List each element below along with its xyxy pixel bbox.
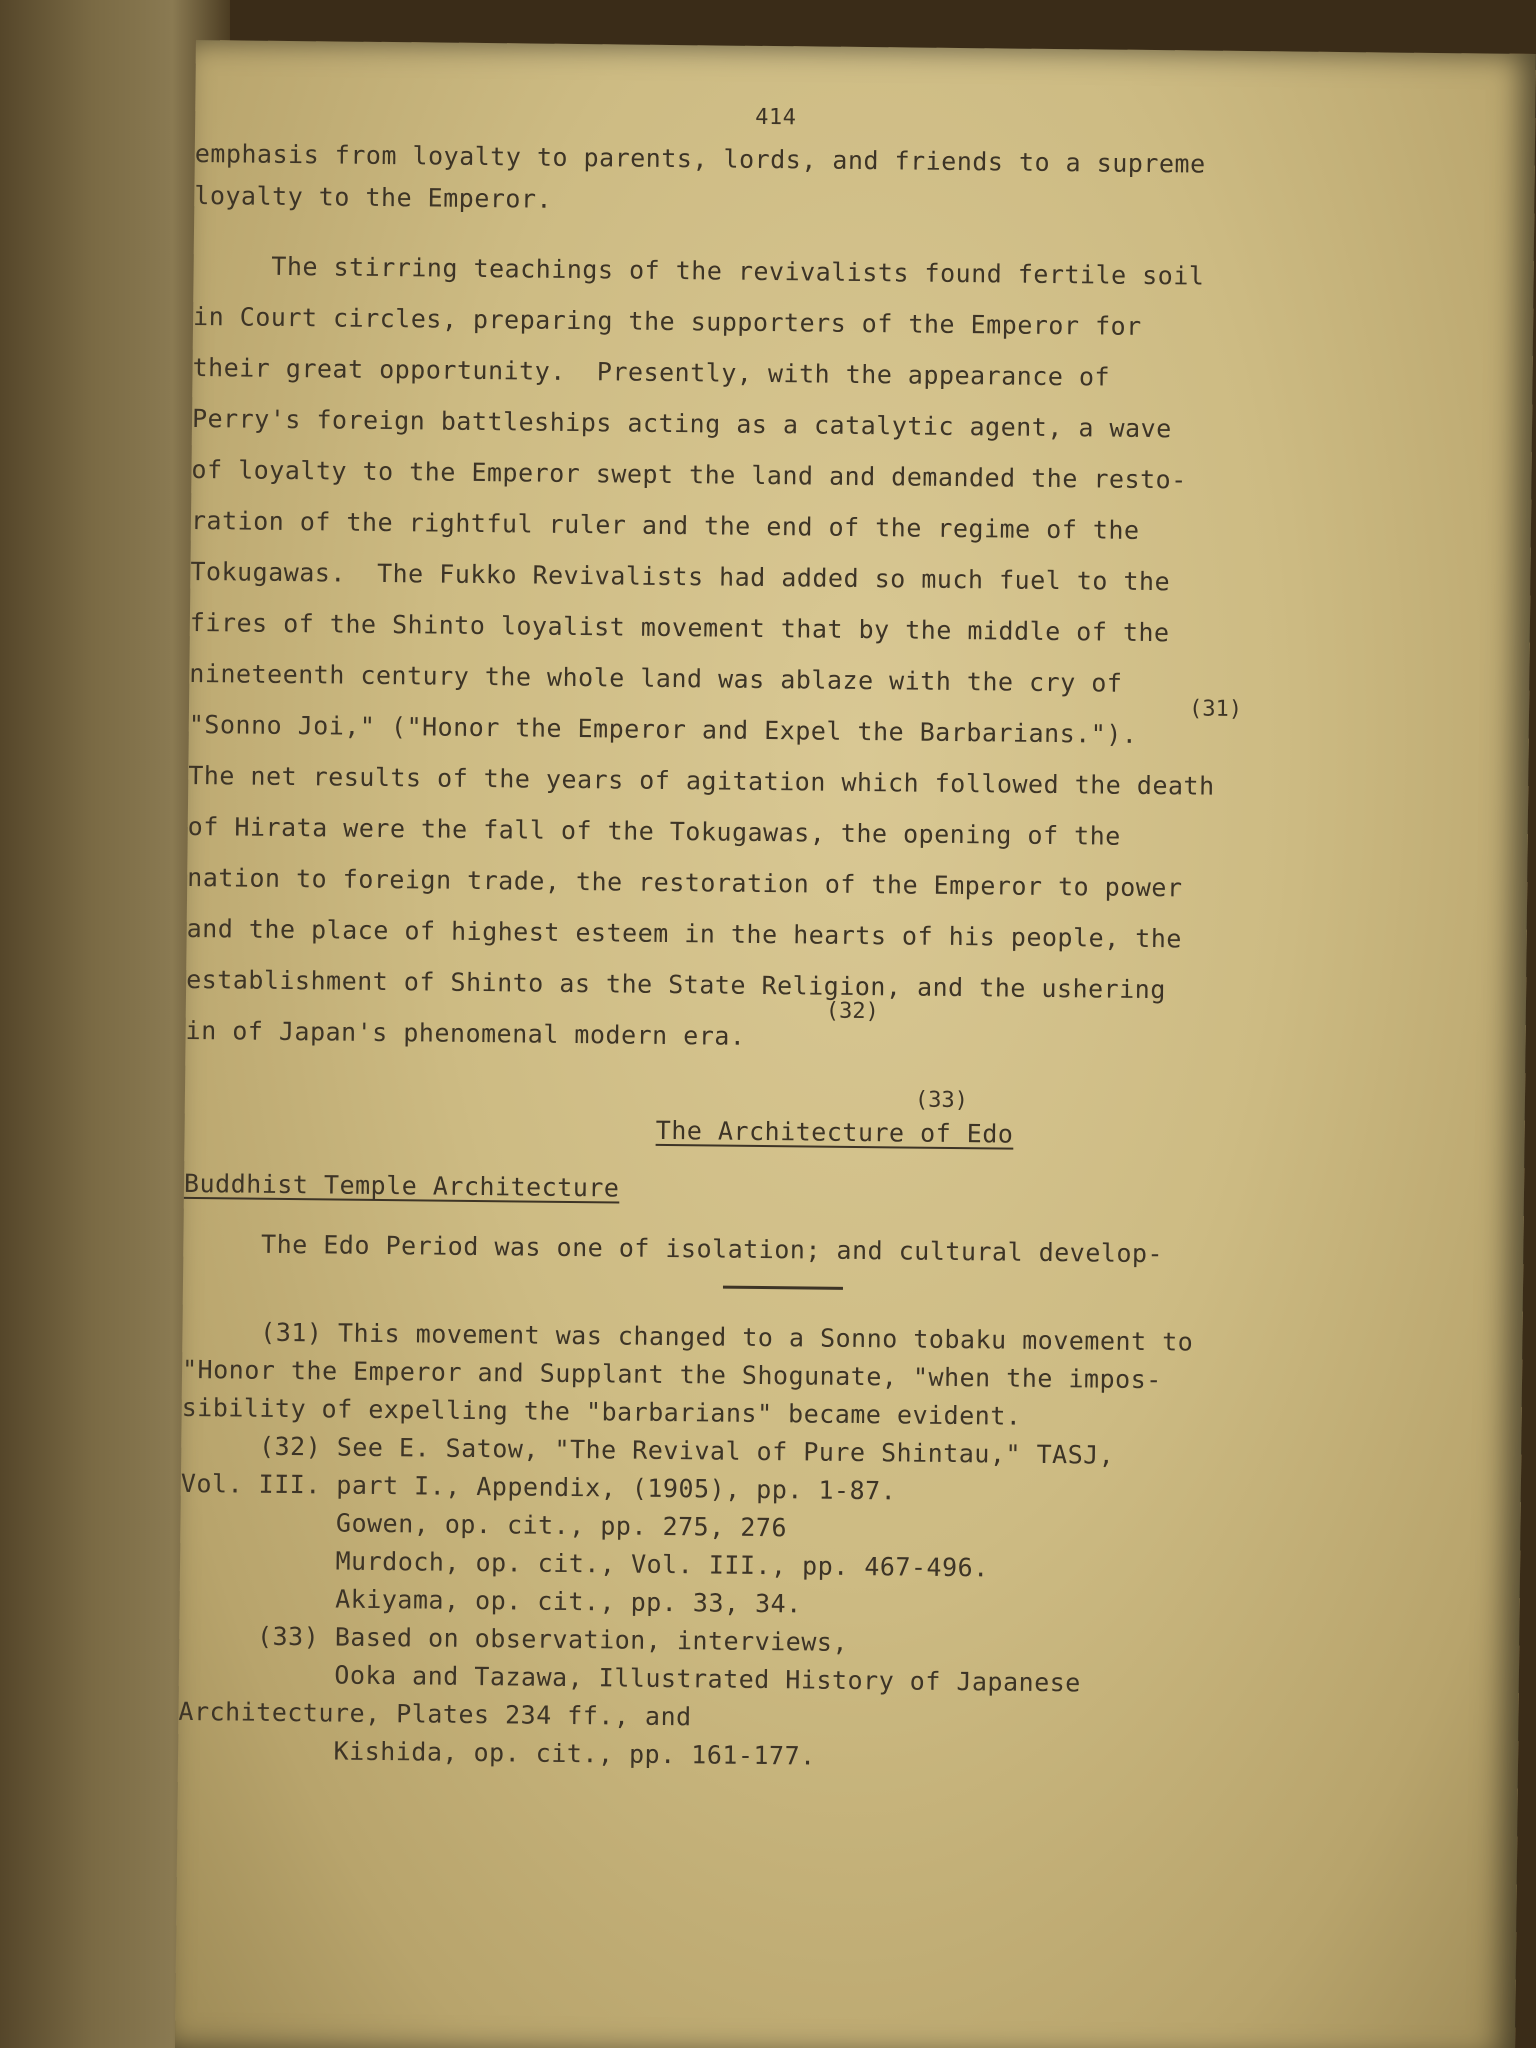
footnote-line: Architecture, Plates 234 ff., and bbox=[178, 1696, 692, 1732]
note-ref-33: (33) bbox=[914, 1087, 969, 1114]
body-line: nation to foreign trade, the restoration of the Emperor to power bbox=[187, 862, 1183, 903]
body-line: their great opportunity. Presently, with the appearance of bbox=[192, 352, 1111, 392]
footnote-line: Murdoch, op. cit., Vol. III., pp. 467-496. bbox=[179, 1544, 989, 1583]
body-line: The net results of the years of agitation which followed the death bbox=[188, 760, 1215, 801]
footnote-line: Kishida, op. cit., pp. 161-177. bbox=[177, 1734, 816, 1771]
body-line: emphasis from loyalty to parents, lords, and friends to a supreme bbox=[194, 138, 1206, 179]
body-line: "Sonno Joi," ("Honor the Emperor and Expel the Barbarians."). bbox=[188, 709, 1138, 749]
body-line: loyalty to the Emperor. bbox=[194, 180, 553, 214]
body-line: and the place of highest esteem in the hearts of his people, the bbox=[186, 913, 1183, 954]
footnote-line: Vol. III. part I., Appendix, (1905), pp. 1-87. bbox=[180, 1468, 897, 1506]
body-line: fires of the Shinto loyalist movement that by the middle of the bbox=[189, 607, 1170, 648]
body-line: in Court circles, preparing the supporters of the Emperor for bbox=[192, 301, 1142, 341]
body-line: of Hirata were the fall of the Tokugawas, the opening of the bbox=[187, 811, 1121, 851]
body-line: establishment of Shinto as the State Religion, and the ushering bbox=[186, 964, 1166, 1005]
body-line: ration of the rightful ruler and the end of the regime of the bbox=[190, 505, 1140, 545]
page-number: 414 bbox=[755, 104, 797, 131]
book-page bbox=[175, 40, 1536, 2048]
footnote-line: (31) This movement was changed to a Sonno tobaku movement to bbox=[182, 1316, 1194, 1357]
body-line: in of Japan's phenomenal modern era. bbox=[185, 1015, 746, 1051]
footnote-line: (33) Based on observation, interviews, bbox=[179, 1620, 849, 1657]
footnote-line: "Honor the Emperor and Supplant the Shogunate, "when the impos- bbox=[181, 1354, 1162, 1395]
footnote-line: sibility of expelling the "barbarians" became evident. bbox=[181, 1392, 1022, 1431]
footnote-line: Ooka and Tazawa, Illustrated History of Japanese bbox=[178, 1658, 1081, 1698]
section-heading: The Architecture of Edo bbox=[655, 1115, 1014, 1149]
note-ref-32: (32) bbox=[825, 998, 879, 1025]
subheading: Buddhist Temple Architecture bbox=[183, 1168, 620, 1203]
footnote-line: Gowen, op. cit., pp. 275, 276 bbox=[180, 1506, 788, 1543]
body-line: of loyalty to the Emperor swept the land and demanded the resto- bbox=[191, 454, 1187, 495]
note-ref-31: (31) bbox=[1188, 696, 1243, 722]
footnote-separator bbox=[723, 1286, 843, 1290]
body-line: Tokugawas. The Fukko Revivalists had added so much fuel to the bbox=[190, 556, 1171, 597]
section-first-line: The Edo Period was one of isolation; and cultural develop- bbox=[183, 1228, 1164, 1269]
body-line: The stirring teachings of the revivalists found fertile soil bbox=[193, 250, 1205, 291]
body-line: Perry's foreign battleships acting as a catalytic agent, a wave bbox=[191, 403, 1172, 444]
footnote-line: (32) See E. Satow, "The Revival of Pure Shintau," TASJ, bbox=[181, 1430, 1115, 1470]
body-line: nineteenth century the whole land was ablaze with the cry of bbox=[189, 658, 1123, 698]
footnote-line: Akiyama, op. cit., pp. 33, 34. bbox=[179, 1582, 802, 1619]
